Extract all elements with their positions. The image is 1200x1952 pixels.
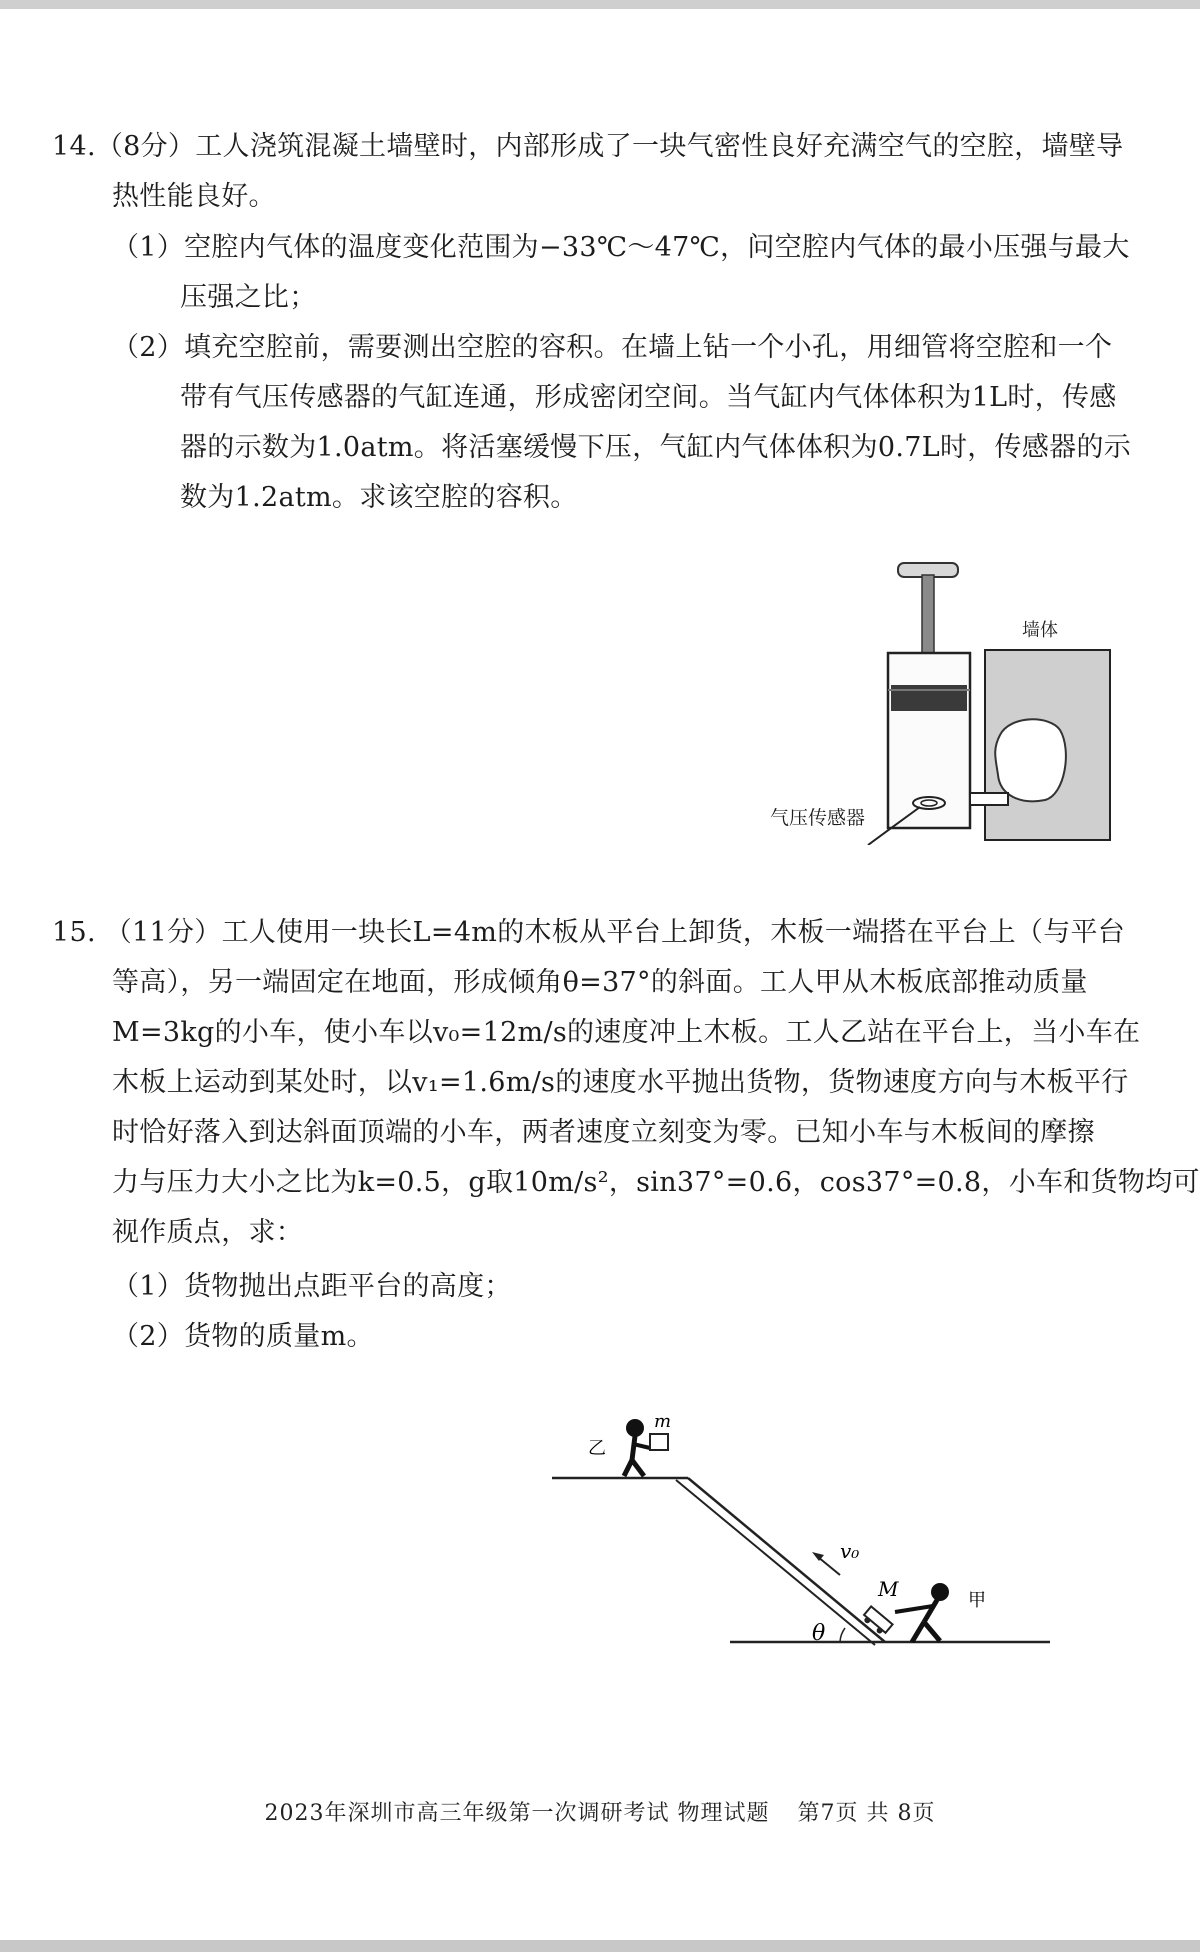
q14-part-1-line-2: 压强之比； <box>180 282 317 313</box>
page-bottom-edge <box>0 1940 1200 1952</box>
q14-part-2-line-1: （2）填充空腔前，需要测出空腔的容积。在墙上钻一个小孔，用细管将空腔和一个 <box>112 332 1113 363</box>
connecting-tube <box>970 793 1008 805</box>
q14-cylinder-wall-figure <box>760 555 1120 845</box>
cargo-box <box>650 1434 668 1450</box>
worker-jia <box>895 1583 949 1642</box>
angle-label: θ <box>812 1621 826 1646</box>
page-number: 第7页 共 8页 <box>797 1801 936 1826</box>
q15-line-5: 时恰好落入到达斜面顶端的小车，两者速度立刻变为零。已知小车与木板间的摩擦 <box>112 1117 1095 1148</box>
q14-part-2-line-3: 器的示数为1.0atm。将活塞缓慢下压，气缸内气体体积为0.7L时，传感器的示 <box>180 432 1132 463</box>
velocity-label: v₀ <box>840 1539 860 1563</box>
piston-head <box>891 685 967 711</box>
cylinder-body <box>888 653 970 828</box>
q15-incline-figure <box>540 1390 1060 1650</box>
q14-part-2-line-4: 数为1.2atm。求该空腔的容积。 <box>180 482 578 513</box>
exam-title: 2023年深圳市高三年级第一次调研考试 物理试题 <box>264 1801 770 1826</box>
q15-line-7: 视作质点，求： <box>112 1217 304 1248</box>
wall-label: 墙体 <box>1022 620 1058 641</box>
q15-line-1: 15. （11分）工人使用一块长L=4m的木板从平台上卸货，木板一端搭在平台上（与平台 <box>52 917 1126 948</box>
worker-yi-label: 乙 <box>588 1438 606 1459</box>
sensor-label: 气压传感器 <box>770 807 866 829</box>
q15-line-2: 等高），另一端固定在地面，形成倾角θ=37°的斜面。工人甲从木板底部推动质量 <box>112 967 1088 998</box>
cart-mass-label: M <box>878 1577 899 1601</box>
angle-arc <box>840 1628 845 1642</box>
q15-part-1: （1）货物抛出点距平台的高度； <box>112 1271 512 1302</box>
q14-stem-line-2: 热性能良好。 <box>112 181 276 212</box>
cart <box>861 1606 893 1636</box>
worker-yi <box>624 1419 650 1476</box>
q15-line-6: 力与压力大小之比为k=0.5，g取10m/s²，sin37°=0.6，cos37°=0.8，小车和货物均可 <box>112 1167 1200 1198</box>
q14-part-1-line-1: （1）空腔内气体的温度变化范围为−33℃～47℃，问空腔内气体的最小压强与最大 <box>112 232 1130 263</box>
worker-jia-label: 甲 <box>968 1590 986 1611</box>
page-top-edge <box>0 0 1200 9</box>
q14-stem-line-1: 14.（8分）工人浇筑混凝土墙壁时，内部形成了一块气密性良好充满空气的空腔，墙壁导 <box>52 131 1124 162</box>
cargo-mass-label: m <box>654 1411 672 1432</box>
velocity-arrow <box>818 1557 840 1575</box>
q15-line-3: M=3kg的小车，使小车以v₀=12m/s的速度冲上木板。工人乙站在平台上，当小车在 <box>112 1017 1141 1048</box>
q15-line-4: 木板上运动到某处时，以v₁=1.6m/s的速度水平抛出货物，货物速度方向与木板平行 <box>112 1067 1129 1098</box>
wall-cavity <box>995 719 1066 801</box>
q14-part-2-line-2: 带有气压传感器的气缸连通，形成密闭空间。当气缸内气体体积为1L时，传感 <box>180 382 1117 413</box>
page-footer <box>0 1796 1200 1827</box>
q15-part-2: （2）货物的质量m。 <box>112 1321 374 1352</box>
